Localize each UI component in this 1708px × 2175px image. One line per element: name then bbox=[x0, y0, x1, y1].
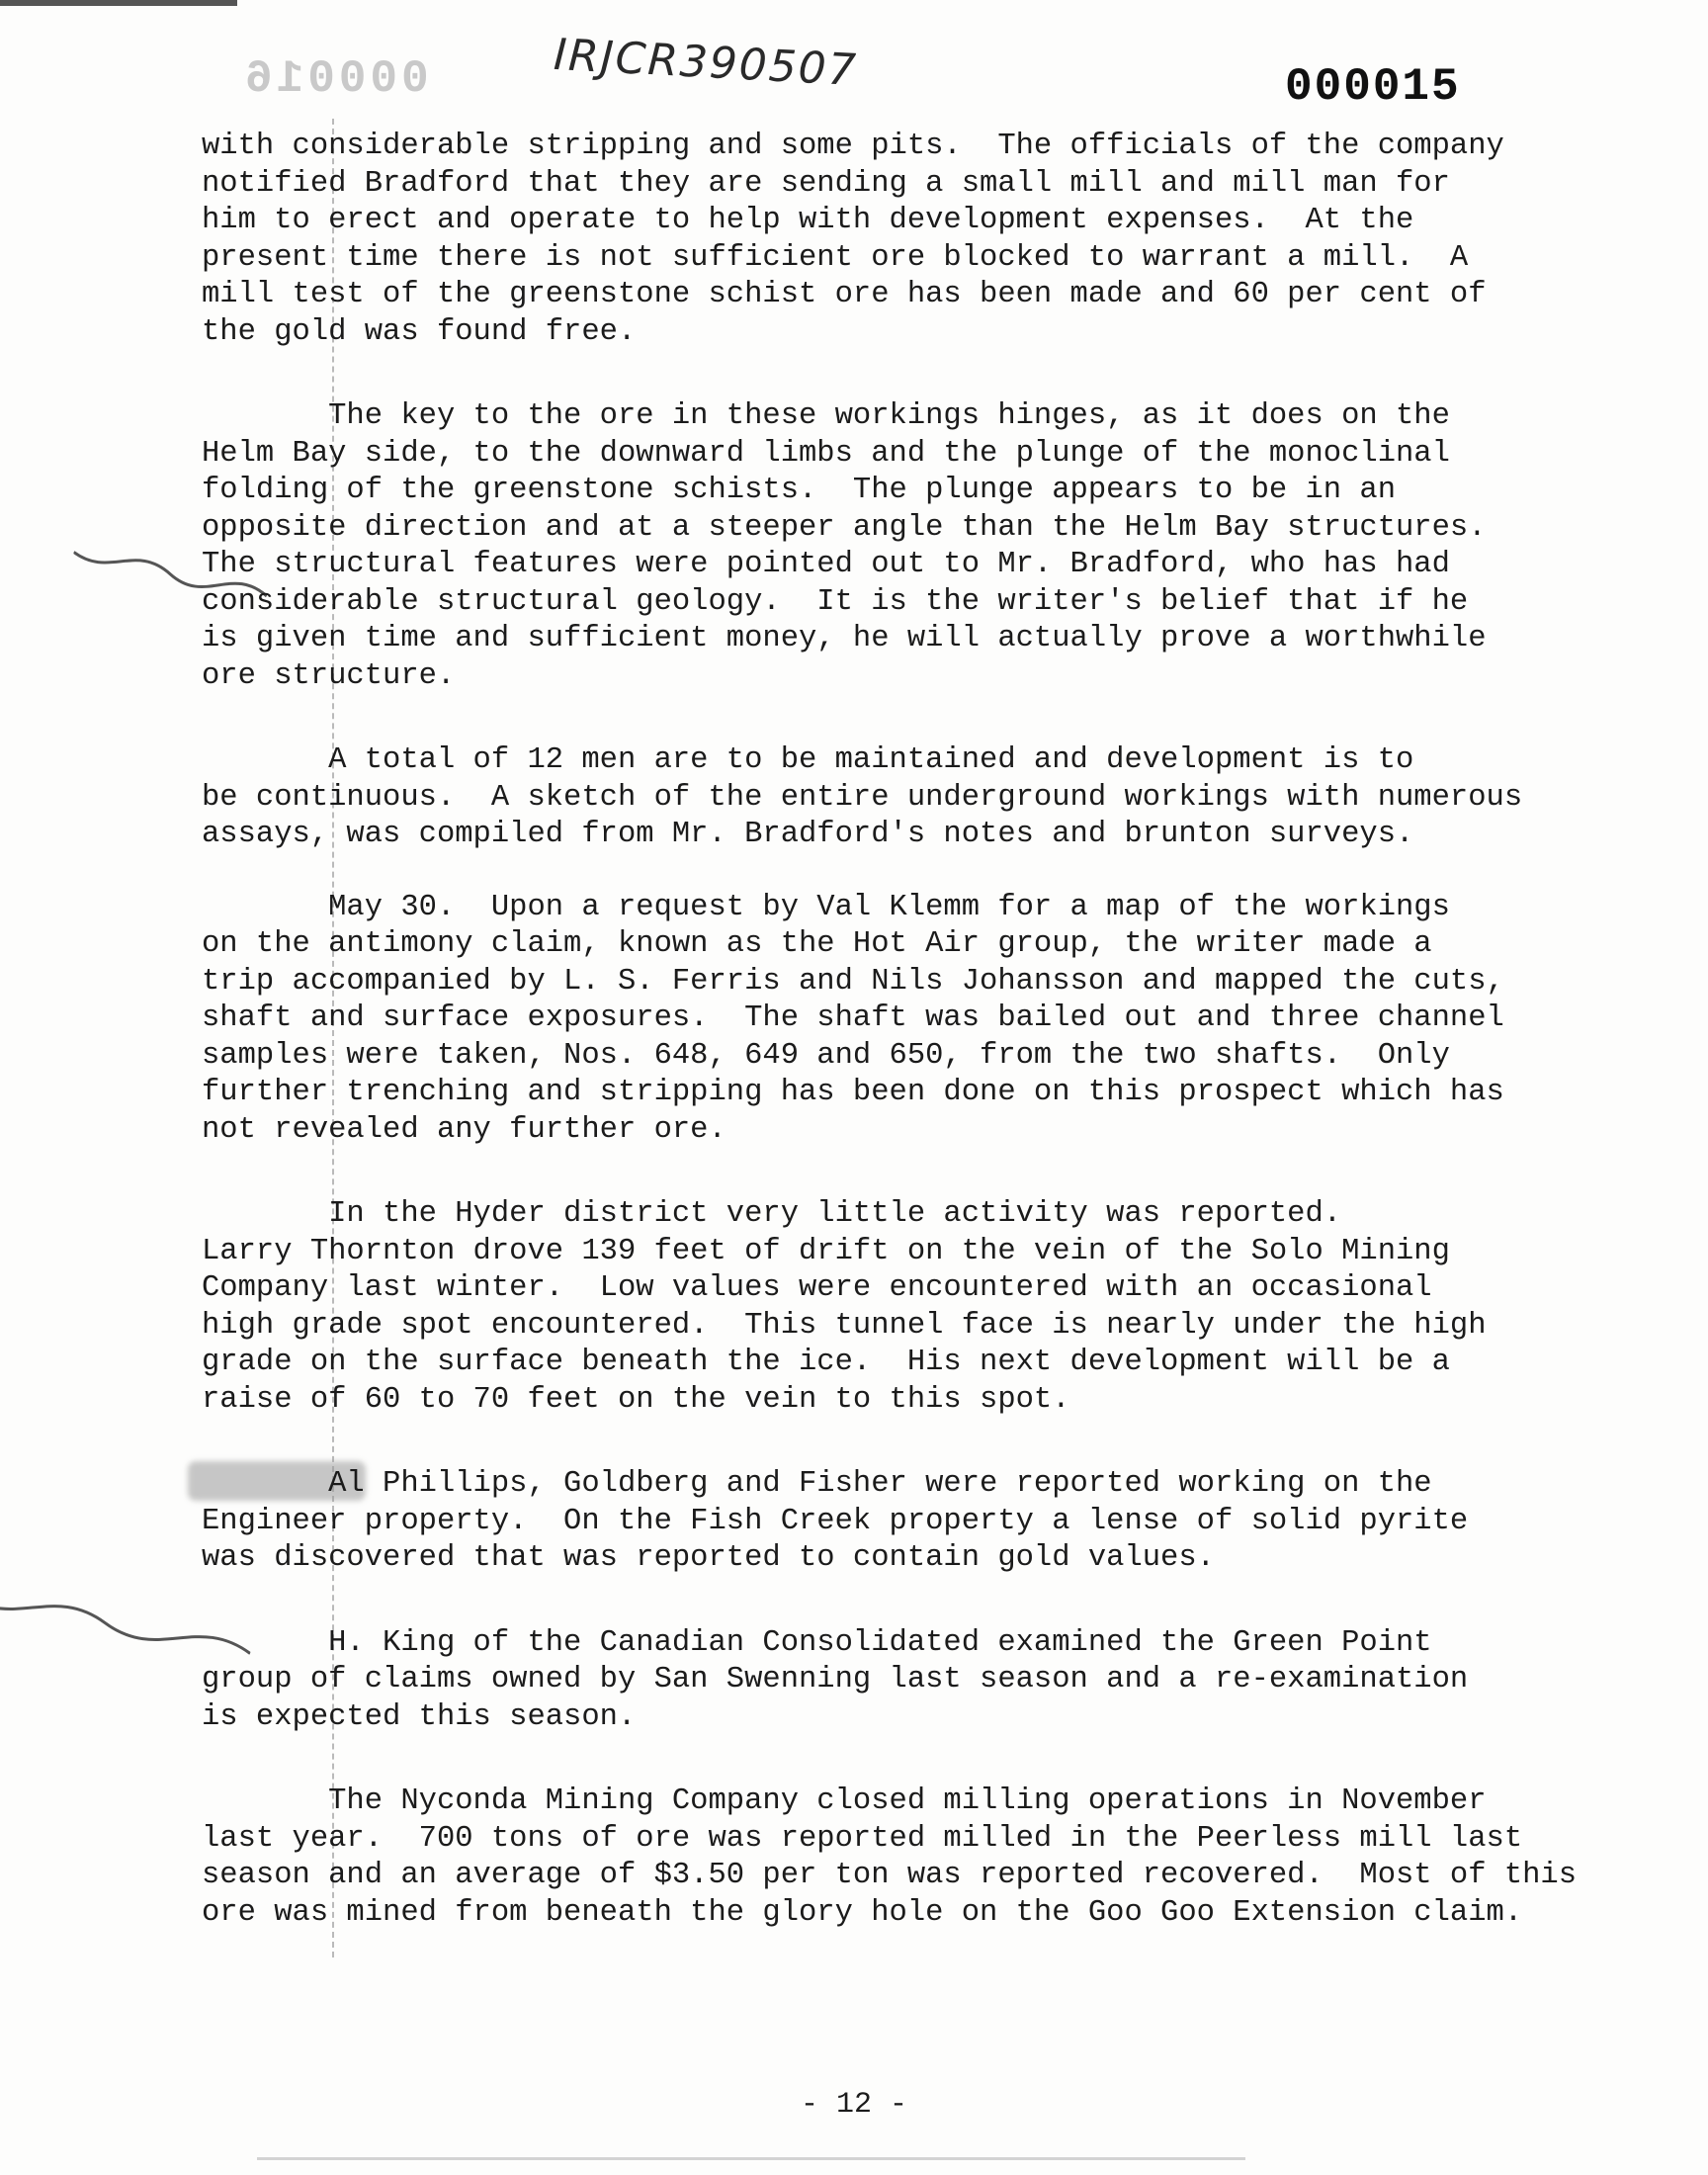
paragraph-5 bbox=[202, 1196, 1645, 1419]
text-line: samples were taken, Nos. 648, 649 and 650, from the two shafts. Only bbox=[202, 1038, 1450, 1073]
paragraph-7 bbox=[202, 1625, 1645, 1737]
text-line: shaft and surface exposures. The shaft was bailed out and three channel bbox=[202, 1001, 1504, 1035]
text-line: trip accompanied by L. S. Ferris and Nils Johansson and mapped the cuts, bbox=[202, 964, 1504, 999]
text-line: is expected this season. bbox=[202, 1699, 637, 1734]
text-line: The Nyconda Mining Company closed milling operations in November bbox=[202, 1784, 1487, 1818]
text-line: Engineer property. On the Fish Creek property a lense of solid pyrite bbox=[202, 1504, 1469, 1538]
scan-edge-mark bbox=[0, 0, 237, 6]
text-line: Company last winter. Low values were encountered with an occasional bbox=[202, 1271, 1432, 1305]
text-line: not revealed any further ore. bbox=[202, 1112, 726, 1147]
stamped-page-number: 000015 bbox=[1285, 61, 1461, 113]
text-line: assays, was compiled from Mr. Bradford's notes and brunton surveys. bbox=[202, 818, 1414, 851]
text-line: mill test of the greenstone schist ore has been made and 60 per cent of bbox=[202, 278, 1487, 311]
text-line: Al Phillips, Goldberg and Fisher were reported working on the bbox=[202, 1467, 1432, 1501]
scan-bottom-edge bbox=[257, 2157, 1245, 2160]
text-line: is given time and sufficient money, he will actually prove a worthwhile bbox=[202, 622, 1487, 655]
text-line: folding of the greenstone schists. The plunge appears to be in an bbox=[202, 474, 1396, 507]
bleed-through-number: 000016 bbox=[241, 53, 429, 105]
text-line: raise of 60 to 70 feet on the vein to this spot. bbox=[202, 1382, 1070, 1417]
text-line: considerable structural geology. It is the writer's belief that if he bbox=[202, 584, 1469, 619]
text-line: opposite direction and at a steeper angle than the Helm Bay structures. bbox=[202, 510, 1487, 545]
paragraph-1 bbox=[202, 129, 1645, 351]
text-line: In the Hyder district very little activity was reported. bbox=[202, 1197, 1342, 1231]
handwritten-document-id: IRJCR390507 bbox=[552, 29, 859, 97]
text-line: season and an average of $3.50 per ton was reported recovered. Most of this bbox=[202, 1859, 1578, 1892]
paragraph-8 bbox=[202, 1784, 1645, 1932]
body-text bbox=[202, 129, 1645, 1932]
text-line: last year. 700 tons of ore was reported milled in the Peerless mill last bbox=[202, 1821, 1523, 1856]
text-line: present time there is not sufficient ore blocked to warrant a mill. A bbox=[202, 240, 1469, 275]
text-line: high grade spot encountered. This tunnel face is nearly under the high bbox=[202, 1308, 1487, 1343]
text-line: group of claims owned by San Swenning last season and a re-examination bbox=[202, 1663, 1469, 1696]
paragraph-2 bbox=[202, 398, 1645, 695]
text-line: the gold was found free. bbox=[202, 314, 637, 349]
text-line: Helm Bay side, to the downward limbs and the plunge of the monoclinal bbox=[202, 436, 1450, 471]
page-footer-number: - 12 - bbox=[800, 2088, 908, 2122]
text-line: with considerable stripping and some pits. The officials of the company bbox=[202, 130, 1504, 163]
text-line: notified Bradford that they are sending a small mill and mill man for bbox=[202, 166, 1450, 201]
paragraph-6 bbox=[202, 1466, 1645, 1578]
text-line: The structural features were pointed out to Mr. Bradford, who has had bbox=[202, 548, 1450, 581]
text-line: ore was mined from beneath the glory hole on the Goo Goo Extension claim. bbox=[202, 1895, 1523, 1930]
text-line: H. King of the Canadian Consolidated examined the Green Point bbox=[202, 1625, 1432, 1660]
text-line: was discovered that was reported to contain gold values. bbox=[202, 1541, 1215, 1575]
text-line: him to erect and operate to help with development expenses. At the bbox=[202, 204, 1414, 237]
text-line: grade on the surface beneath the ice. His next development will be a bbox=[202, 1346, 1450, 1379]
text-line: further trenching and stripping has been done on this prospect which has bbox=[202, 1076, 1504, 1109]
text-line: ore structure. bbox=[202, 658, 456, 693]
paragraph-3 bbox=[202, 742, 1645, 854]
text-line: May 30. Upon a request by Val Klemm for a map of the workings bbox=[202, 890, 1450, 924]
text-line: be continuous. A sketch of the entire underground workings with numerous bbox=[202, 780, 1523, 815]
text-line: on the antimony claim, known as the Hot Air group, the writer made a bbox=[202, 927, 1432, 961]
text-line: A total of 12 men are to be maintained and development is to bbox=[202, 743, 1414, 777]
text-line: Larry Thornton drove 139 feet of drift on the vein of the Solo Mining bbox=[202, 1234, 1450, 1268]
paragraph-4 bbox=[202, 890, 1645, 1150]
text-line: The key to the ore in these workings hinges, as it does on the bbox=[202, 399, 1450, 433]
